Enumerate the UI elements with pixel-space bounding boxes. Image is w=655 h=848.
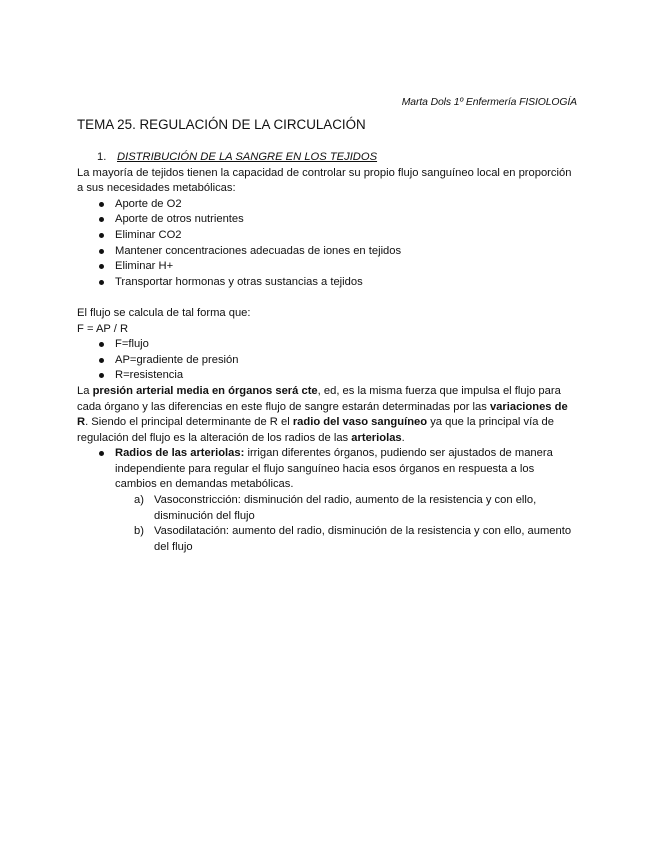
section-number: 1.	[97, 151, 107, 163]
author-header: Marta Dols 1º Enfermería FISIOLOGÍA	[401, 97, 577, 108]
flow-formula: F = AP / R	[77, 322, 129, 335]
list-item: Transportar hormonas y otras sustancias a tejidos	[97, 275, 577, 291]
arterioles-list	[77, 446, 577, 493]
list-item: Eliminar H+	[97, 259, 577, 275]
list-item: AP=gradiente de presión	[97, 353, 577, 369]
section-heading	[97, 150, 577, 166]
list-item: Radios de las arteriolas: irrigan diferentes órganos, pudiendo ser ajustados de manera independiente para regular el flujo sanguíneo hacia esos órganos en respuesta a los cambios en demandas metabólicas.	[97, 446, 577, 493]
list-item: Eliminar CO2	[97, 228, 577, 244]
flow-intro: El flujo se calcula de tal forma que:	[77, 306, 251, 319]
list-item: a) Vasoconstricción: disminución del radio, aumento de la resistencia y con ello, disminución del flujo	[134, 494, 537, 522]
section-heading-text: DISTRIBUCIÓN DE LA SANGRE EN LOS TEJIDOS	[117, 151, 378, 163]
list-item: R=resistencia	[97, 368, 577, 384]
page-title: TEMA 25. REGULACIÓN DE LA CIRCULACIÓN	[77, 117, 366, 132]
intro-paragraph: La mayoría de tejidos tienen la capacidad de controlar su propio flujo sanguíneo local en proporción a sus necesidades metabólicas:	[77, 166, 572, 195]
vasomotor-list	[77, 493, 577, 555]
list-item: b) Vasodilatación: aumento del radio, disminución de la resistencia y con ello, aumento del flujo	[134, 525, 572, 553]
list-item: Aporte de otros nutrientes	[97, 212, 577, 228]
formula-terms-list	[77, 337, 577, 384]
document-body	[77, 150, 577, 555]
list-item: Mantener concentraciones adecuadas de iones en tejidos	[97, 244, 577, 260]
list-item: Aporte de O2	[97, 197, 577, 213]
list-item: F=flujo	[97, 337, 577, 353]
pressure-paragraph: La presión arterial media en órganos será cte, ed, es la misma fuerza que impulsa el flujo para cada órgano y las diferencias en este flujo de sangre estarán determinadas por las variaciones de R. Siendo el principal determinante de R el radio del vaso sanguíneo ya que la principal vía de regulación del flujo es la alteración de los radios de las arteriolas.	[77, 384, 568, 444]
needs-list	[77, 197, 577, 291]
